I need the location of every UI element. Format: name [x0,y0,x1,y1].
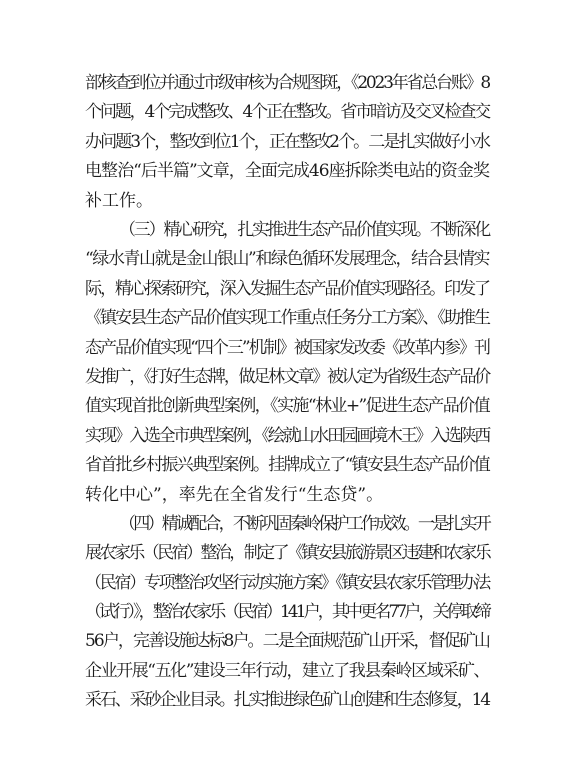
body-line-3: 办问题3个，整改到位1个，正在整改2个。二是扎实做好小水 [85,132,489,152]
body-line-12: 值实现首批创新典型案例，《实施“林业+”促进生态产品价值 [85,396,489,416]
body-line-11: 发推广，《打好生态牌，做足林文章》被认定为省级生态产品价 [85,367,489,387]
body-line-5: 补工作。 [85,191,153,211]
body-line-13: 实现》入选全市典型案例，《绘就山水田园画境木王》入选陕西 [85,426,489,446]
section-3-heading-line: （三）精心研究，扎实推进生态产品价值实现。不断深化 [119,220,489,240]
body-line-7: “绿水青山就是金山银山”和绿色循环发展理念，结合县情实 [85,249,489,269]
body-line-17: 展农家乐（民宿）整治，制定了《镇安县旅游景区违建和农家乐 [85,543,490,563]
body-line-14: 省首批乡村振兴典型案例。挂牌成立了“镇安县生态产品价值 [85,455,489,475]
body-line-1: 部核查到位并通过市级审核为合规图斑，《2023年省总台账》8 [85,73,489,93]
body-line-9: 《镇安县生态产品价值实现工作重点任务分工方案》、《助推生 [85,308,490,328]
body-line-2: 个问题，4个完成整改、4个正在整改。省市暗访及交叉检查交 [85,102,489,122]
body-line-19: （试行）》，整治农家乐（民宿）141户，其中更名77户，关停取缔 [85,602,489,622]
section-4-heading-line: （四）精诚配合，不断巩固秦岭保护工作成效。一是扎实开 [119,514,490,534]
body-line-10: 态产品价值实现“四个三”机制》被国家发改委《改革内参》刊 [85,338,489,358]
body-line-22: 采石、采砂企业目录。扎实推进绿色矿山创建和生态修复，14 [85,690,489,710]
body-line-21: 企业开展“五化”建设三年行动，建立了我县秦岭区域采矿、 [85,661,489,681]
body-line-20: 56户，完善设施达标8户。二是全面规范矿山开采，督促矿山 [85,631,489,651]
body-line-18: （民宿）专项整治攻坚行动实施方案》《镇安县农家乐管理办法 [85,573,489,593]
body-line-15: 转化中心”，率先在全省发行“生态贷”。 [85,485,384,505]
body-line-4: 电整治“后半篇”文章，全面完成46座拆除类电站的资金奖 [85,161,489,181]
body-line-8: 际，精心探索研究，深入发掘生态产品价值实现路径。印发了 [85,279,490,299]
